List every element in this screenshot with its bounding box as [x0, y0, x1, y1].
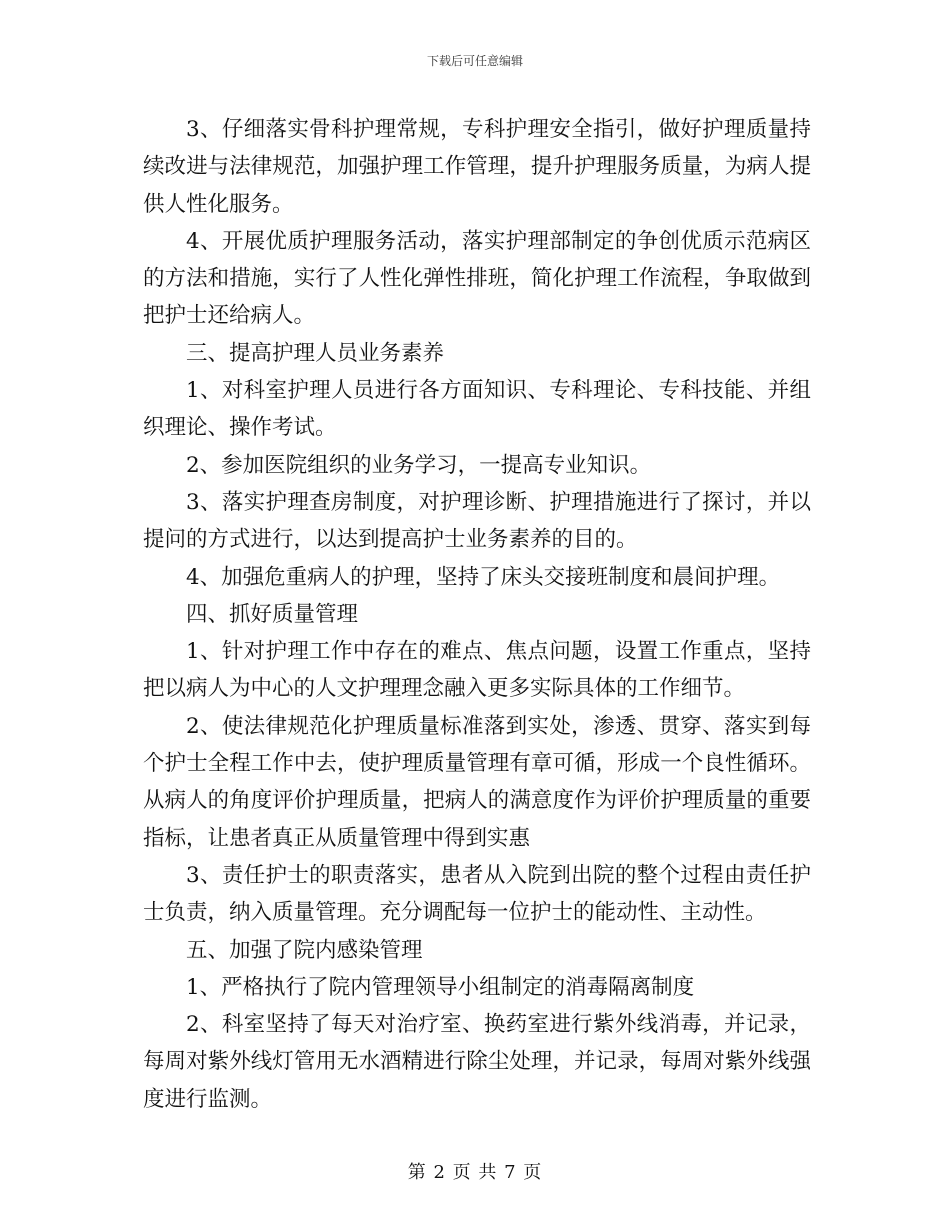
paragraph: 2、科室坚持了每天对治疗室、换药室进行紫外线消毒，并记录，每周对紫外线灯管用无水酒精进行除尘处理，并记录，每周对紫外线强度进行监测。 — [143, 1012, 811, 1112]
page-number-footer: 第 2 页 共 7 页 — [407, 1162, 543, 1183]
paragraph: 2、使法律规范化护理质量标准落到实处，渗透、贯穿、落实到每个护士全程工作中去，使护理质量管理有章可循，形成一个良性循环。从病人的角度评价护理质量，把病人的满意度作为评价护理质量的重要指标，让患者真正从质量管理中得到实惠 — [143, 713, 811, 851]
paragraph: 1、对科室护理人员进行各方面知识、专科理论、专科技能、并组织理论、操作考试。 — [143, 378, 811, 441]
paragraph: 1、严格执行了院内管理领导小组制定的消毒隔离制度 — [186, 974, 695, 1000]
section-heading: 三、提高护理人员业务素养 — [186, 340, 445, 366]
document-body — [143, 111, 811, 1118]
section-heading: 五、加强了院内感染管理 — [186, 937, 423, 963]
page-header: 下载后可任意编辑 — [426, 54, 523, 68]
section-heading: 四、抓好质量管理 — [186, 601, 359, 627]
paragraph: 1、针对护理工作中存在的难点、焦点问题，设置工作重点，坚持把以病人为中心的人文护理理念融入更多实际具体的工作细节。 — [143, 639, 811, 702]
paragraph: 2、参加医院组织的业务学习，一提高专业知识。 — [186, 452, 652, 478]
paragraph: 3、仔细落实骨科护理常规，专科护理安全指引，做好护理质量持续改进与法律规范，加强护理工作管理，提升护理服务质量，为病人提供人性化服务。 — [143, 117, 811, 217]
paragraph: 4、开展优质护理服务活动，落实护理部制定的争创优质示范病区的方法和措施，实行了人性化弹性排班，简化护理工作流程，争取做到把护士还给病人。 — [143, 228, 811, 329]
paragraph: 3、责任护士的职责落实，患者从入院到出院的整个过程由责任护士负责，纳入质量管理。充分调配每一位护士的能动性、主动性。 — [143, 862, 811, 926]
paragraph: 3、落实护理查房制度，对护理诊断、护理措施进行了探讨，并以提问的方式进行，以达到提高护士业务素养的目的。 — [143, 489, 811, 553]
paragraph: 4、加强危重病人的护理，坚持了床头交接班制度和晨间护理。 — [186, 564, 781, 590]
